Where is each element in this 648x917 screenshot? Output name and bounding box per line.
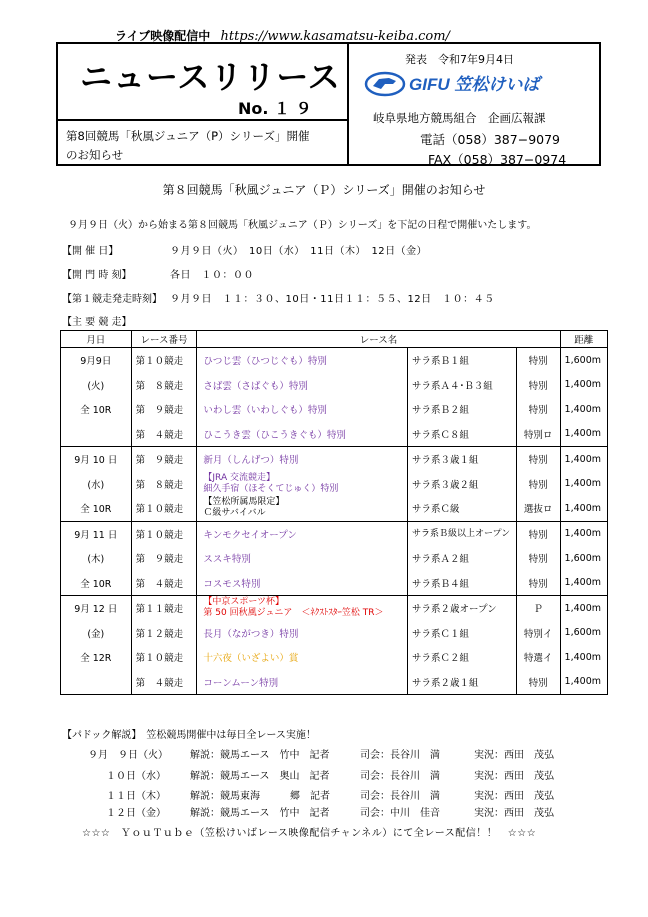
table-row [61, 496, 608, 521]
issue-date: 発表 令和7年9月4日 [405, 53, 514, 66]
race-number: 第 ９競走 [131, 397, 197, 422]
race-distance: 1,400m [560, 521, 607, 546]
paddock-commentator: 解説：競馬エース 奥山 記者 [190, 771, 330, 782]
race-name-cell [197, 472, 408, 497]
race-date: 9月9日 [61, 348, 132, 373]
race-name: コスモス特別 [197, 571, 408, 596]
race-name: ススキ特別 [197, 546, 408, 571]
race-grade: 特選イ [516, 645, 560, 670]
table-row [61, 472, 608, 497]
race-distance: 1,400m [560, 496, 607, 521]
race-distance: 1,400m [560, 373, 607, 398]
race-name: キンモクセイオープン [197, 521, 408, 546]
race-date: (火) [61, 373, 132, 398]
race-date: 全 12R [61, 645, 132, 670]
race-date: 9月 11 日 [61, 521, 132, 546]
race-date: 9月 12 日 [61, 596, 132, 621]
race-grade: 特別 [516, 472, 560, 497]
race-class: サラ系Ｃ２組 [407, 645, 516, 670]
subject-line-1: 第8回競馬「秋風ジュニア（P）シリーズ」開催 [66, 129, 310, 143]
race-grade: 特別ロ [516, 422, 560, 447]
paddock-title: 【パドック解説】 笠松競馬開催中は毎日全レース実施！ [62, 730, 316, 741]
table-row [61, 621, 608, 646]
race-grade: 特別イ [516, 621, 560, 646]
race-class: サラ系Ｂ２組 [407, 397, 516, 422]
live-label: ライブ映像配信中 [115, 29, 211, 43]
table-row [61, 348, 608, 373]
race-distance: 1,400m [560, 447, 607, 472]
race-number: 第 ８競走 [131, 373, 197, 398]
fax-number: FAX（058）387−0974 [428, 152, 567, 167]
race-date: 全 10R [61, 496, 132, 521]
paddock-host: 司会：長谷川 満 [360, 791, 440, 802]
race-class: サラ系Ａ４･Ｂ３組 [407, 373, 516, 398]
race-name: コーンムーン特別 [197, 670, 408, 695]
race-grade: 特別 [516, 373, 560, 398]
paddock-announcer: 実況：西田 茂弘 [474, 750, 554, 761]
race-date: (金) [61, 621, 132, 646]
paddock-host: 司会：中川 佳音 [360, 808, 440, 819]
dates-label: 【開 催 日】 [62, 246, 119, 257]
main-races-title: 【主 要 競 走】 [62, 317, 132, 328]
race-number: 第 ９競走 [131, 447, 197, 472]
paddock-date: １２日（金） [106, 808, 166, 819]
race-number: 第 ８競走 [131, 472, 197, 497]
race-distance: 1,400m [560, 422, 607, 447]
race-class: サラ系２歳１組 [407, 670, 516, 695]
race-name: 新月（しんげつ）特別 [197, 447, 408, 472]
table-header-row [61, 331, 608, 348]
table-row [61, 397, 608, 422]
paddock-commentator: 解説：競馬エース 竹中 記者 [190, 808, 330, 819]
news-release-title: ニュースリリース [80, 58, 341, 96]
race-name: ひつじ雲（ひつじぐも）特別 [197, 348, 408, 373]
paddock-date: １０日（水） [106, 771, 166, 782]
horse-icon [373, 78, 396, 89]
race-number: 第１０競走 [131, 521, 197, 546]
table-row [61, 596, 608, 621]
race-distance: 1,400m [560, 472, 607, 497]
race-date: 全 10R [61, 397, 132, 422]
race-name-cell [197, 496, 408, 521]
gate-time-label: 【開 門 時 刻】 [62, 270, 132, 281]
col-header-race-number: レース番号 [131, 331, 197, 348]
document-title: 第８回競馬「秋風ジュニア（Ｐ）シリーズ」開催のお知らせ [162, 183, 486, 197]
race-grade: 特別 [516, 571, 560, 596]
logo-text: GIFU 笠松けいば [409, 75, 540, 94]
col-header-date: 月日 [61, 331, 132, 348]
kasamatsu-keiba-logo [363, 70, 593, 98]
race-class: サラ系Ｂ４組 [407, 571, 516, 596]
paddock-announcer: 実況：西田 茂弘 [474, 771, 554, 782]
race-grade: 特別 [516, 521, 560, 546]
organization-name: 岐阜県地方競馬組合 企画広報課 [373, 111, 546, 125]
table-row [61, 422, 608, 447]
race-prefix: 【中京スポーツ杯】 [203, 597, 285, 608]
first-race-label: 【第１競走発走時刻】 [62, 294, 162, 305]
phone-number: 電話（058）387−9079 [420, 132, 561, 147]
paddock-announcer: 実況：西田 茂弘 [474, 791, 554, 802]
header-divider-vertical [347, 44, 349, 164]
table-row [61, 670, 608, 695]
race-date: (水) [61, 472, 132, 497]
race-number: 第１２競走 [131, 621, 197, 646]
race-number: 第 ４競走 [131, 670, 197, 695]
table-row [61, 571, 608, 596]
first-race-value: ９月９日 １１：３０、10日・11日１１：５５、12日 １０：４５ [170, 294, 495, 305]
release-subject [66, 127, 336, 165]
race-number: 第１１競走 [131, 596, 197, 621]
race-grade: 特別 [516, 348, 560, 373]
paddock-date: ９月 ９日（火） [88, 750, 168, 761]
race-name: 第 50 回秋風ジュニア ＜ﾈｸｽﾄｽﾀｰ笠松 TR＞ [203, 608, 384, 619]
race-date: (木) [61, 546, 132, 571]
paddock-announcer: 実況：西田 茂弘 [474, 808, 554, 819]
race-name: 長月（ながつき）特別 [197, 621, 408, 646]
race-name: さば雲（さばぐも）特別 [197, 373, 408, 398]
subject-line-2: のお知らせ [66, 148, 124, 162]
race-date: 9月 10 日 [61, 447, 132, 472]
dates-value: ９月９日（火） 10日（水） 11日（木） 12日（金） [170, 246, 428, 257]
intro-text: ９月９日（火）から始まる第８回競馬「秋風ジュニア（Ｐ）シリーズ」を下記の日程で開催いたします。 [68, 220, 537, 231]
race-class: サラ系Ｃ級 [407, 496, 516, 521]
race-distance: 1,400m [560, 645, 607, 670]
table-row [61, 645, 608, 670]
race-number: 第 ４競走 [131, 571, 197, 596]
header-divider-horizontal [58, 119, 347, 121]
site-url-link[interactable]: https://www.kasamatsu-keiba.com/ [220, 29, 450, 44]
race-number: 第 ４競走 [131, 422, 197, 447]
race-grade: Ｐ [516, 596, 560, 621]
col-header-race-name: レース名 [197, 331, 560, 348]
race-prefix: 【笠松所属馬限定】 [203, 497, 285, 508]
race-name: 十六夜（いざよい）賞 [197, 645, 408, 670]
race-number: 第 ９競走 [131, 546, 197, 571]
paddock-host: 司会：長谷川 満 [360, 750, 440, 761]
race-name: 細久手宿（ほそくてじゅく）特別 [203, 483, 339, 494]
race-grade: 特別 [516, 546, 560, 571]
race-distance: 1,600m [560, 546, 607, 571]
race-name-cell [197, 596, 408, 621]
race-distance: 1,400m [560, 670, 607, 695]
race-date: 全 10R [61, 571, 132, 596]
race-distance: 1,400m [560, 397, 607, 422]
table-row [61, 447, 608, 472]
race-distance: 1,600m [560, 348, 607, 373]
race-grade: 特別 [516, 447, 560, 472]
paddock-host: 司会：長谷川 満 [360, 771, 440, 782]
race-distance: 1,400m [560, 571, 607, 596]
paddock-date: １１日（木） [106, 791, 166, 802]
race-class: サラ系３歳２組 [407, 472, 516, 497]
race-name: いわし雲（いわしぐも）特別 [197, 397, 408, 422]
race-number: 第１０競走 [131, 496, 197, 521]
release-header [56, 42, 601, 166]
race-name: ひこうき雲（ひこうきぐも）特別 [197, 422, 408, 447]
race-grade: 特別 [516, 397, 560, 422]
table-row [61, 373, 608, 398]
race-table [60, 330, 608, 695]
race-class: サラ系Ｃ８組 [407, 422, 516, 447]
race-distance: 1,600m [560, 621, 607, 646]
race-name: Ｃ級サバイバル [203, 508, 266, 519]
race-class: サラ系Ａ２組 [407, 546, 516, 571]
paddock-commentator: 解説：競馬東海 郷 記者 [190, 791, 330, 802]
gate-time-value: 各日 １０：００ [170, 270, 254, 281]
race-grade: 特別 [516, 670, 560, 695]
race-prefix: 【JRA 交流競走】 [203, 472, 275, 483]
release-number: No. １ ９ [238, 99, 312, 118]
paddock-commentator: 解説：競馬エース 竹中 記者 [190, 750, 330, 761]
table-row [61, 521, 608, 546]
race-date [61, 670, 132, 695]
race-date [61, 422, 132, 447]
race-number: 第１０競走 [131, 645, 197, 670]
race-class: サラ系３歳１組 [407, 447, 516, 472]
race-class: サラ系Ｂ級以上オープン [407, 521, 516, 546]
race-distance: 1,400m [560, 596, 607, 621]
race-grade: 選抜ロ [516, 496, 560, 521]
youtube-notice: ☆☆☆ ＹｏｕＴｕｂｅ（笠松けいばレース映像配信チャンネル）にて全レース配信！！ ☆☆☆ [82, 828, 537, 839]
col-header-distance: 距離 [560, 331, 607, 348]
race-class: サラ系Ｂ１組 [407, 348, 516, 373]
race-class: サラ系２歳オープン [407, 596, 516, 621]
race-number: 第１０競走 [131, 348, 197, 373]
table-row [61, 546, 608, 571]
race-class: サラ系Ｃ１組 [407, 621, 516, 646]
